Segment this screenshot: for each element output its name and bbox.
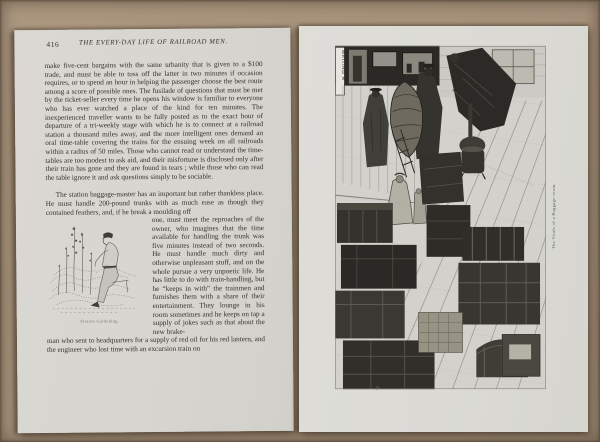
baggage-room-engraving bbox=[335, 45, 546, 390]
waiting-sign-text: WAITING R bbox=[340, 49, 346, 81]
paragraph-2-wrap-text: one, must meet the reproaches of the owner, who imagines that the time available for handling the trunk was five minutes instead of two seconds. He must handle much dirty and otherwise unpleasant stuff, and on the whole pursue a very unpoetic life. He has little to do with train-handling, but he “keeps in with” the trainmen and furnishes them with a share of their entertainment. They lounge in his room sometimes and he keeps on tap a supply of jokes such as that about the new brake- bbox=[151, 215, 265, 336]
station-gardening-sketch bbox=[46, 220, 143, 317]
ground-strokes bbox=[53, 308, 135, 313]
running-title: THE EVERY-DAY LIFE OF RAILROAD MEN. bbox=[78, 38, 228, 47]
station-gardening-illustration bbox=[46, 216, 153, 327]
running-head bbox=[44, 38, 262, 50]
bush-scribbles bbox=[49, 267, 136, 307]
body-text bbox=[45, 60, 266, 354]
baggage-room-plate bbox=[335, 45, 546, 390]
labeled-box bbox=[502, 334, 540, 376]
seated-man-sketch bbox=[90, 232, 129, 307]
flower-stems bbox=[58, 227, 92, 295]
illustration-caption: Station Gardening. bbox=[80, 318, 120, 324]
flower-blossoms bbox=[58, 227, 92, 266]
wicker-hamper bbox=[419, 313, 463, 353]
page-number: 416 bbox=[46, 39, 60, 49]
paragraph-2-wrap-row bbox=[46, 215, 265, 337]
paragraph-1: make five-cent bargains with the same urbanity that is given to a $100 trade, and must be able to toss off the latter in two minutes if occasion requires, or to spend an hour in helping the passenger choose the best route among a score of possible ones. The fusilade of questions that must be met by the ticket-seller every time he opens his window is familiar to everyone who has ever watched a place of the kind for ten minutes. The inexperienced traveller wants to be fully posted as to the exact hour of departure of a tri-weekly stage with which he is to connect at a railroad station a thousand miles away, and the more intelligent ones demand an oral time-table covering the trains for the ensuing week on all railroads within a radius of 50 miles. Those who cannot read or understand the time-tables are too modest to ask aid, and their misfortune is disclosed only after their train has gone and they are found in tears ; while those who can read the table ignore it and ask questions simply to be sociable. bbox=[44, 60, 264, 182]
plate-number: 92 bbox=[375, 386, 380, 390]
plate-caption-rotated: The Trials of a Baggage-room. bbox=[551, 183, 556, 249]
paragraph-2-tail: man who sent to headquarters for a supply of red oil for his red lantern, and the engineer who lost time with an excursion train on bbox=[46, 335, 265, 354]
waiting-room-sign bbox=[335, 47, 345, 95]
right-page bbox=[299, 26, 588, 432]
paragraph-2-intro: The station baggage-master has an important but rather thankless place. He must handle 200-pound trunks with as much ease as though they contained feathers, and, if he break a moulding off bbox=[45, 189, 264, 217]
left-page bbox=[14, 28, 294, 433]
